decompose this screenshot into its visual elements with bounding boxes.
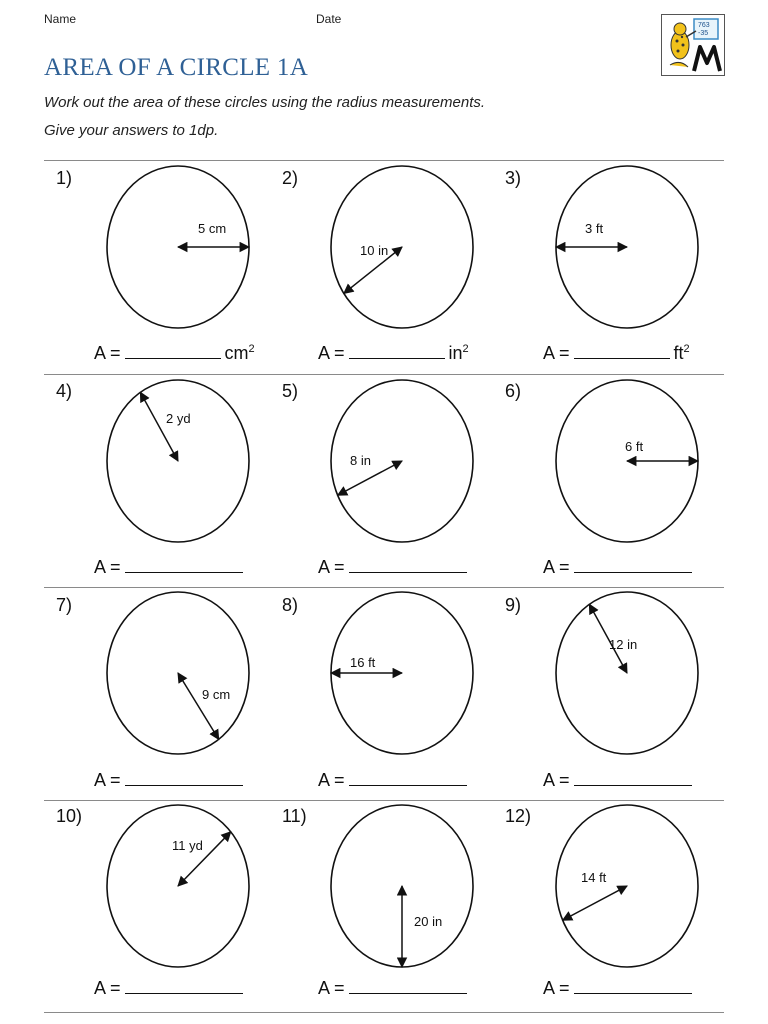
radius-label-2: 10 in — [360, 243, 389, 258]
answer-line-3 — [543, 342, 690, 364]
answer-prefix: A = — [543, 557, 570, 577]
answer-prefix: A = — [318, 557, 345, 577]
answer-blank-6[interactable] — [574, 556, 692, 573]
answer-blank-5[interactable] — [349, 556, 467, 573]
answer-line-11 — [318, 977, 471, 999]
radius-label-8: 16 ft — [350, 655, 376, 670]
answer-line-12 — [543, 977, 696, 999]
answer-prefix: A = — [543, 343, 570, 363]
answer-line-10 — [94, 977, 247, 999]
problem-number-12: 12) — [505, 806, 532, 826]
radius-label-1: 5 cm — [198, 221, 227, 236]
answer-blank-1[interactable] — [125, 342, 221, 359]
answer-blank-10[interactable] — [125, 977, 243, 994]
problem-number-1: 1) — [56, 168, 73, 188]
radius-arrow-12 — [563, 886, 627, 920]
answer-prefix: A = — [94, 770, 121, 790]
problem-number-2: 2) — [282, 168, 299, 188]
answer-blank-3[interactable] — [574, 342, 670, 359]
answer-line-1 — [94, 342, 255, 364]
answer-blank-2[interactable] — [349, 342, 445, 359]
instruction-line-2: Give your answers to 1dp. — [44, 122, 219, 139]
radius-arrow-4 — [140, 392, 178, 461]
radius-arrow-7 — [178, 673, 219, 739]
answer-line-5 — [318, 556, 471, 578]
answer-prefix: A = — [94, 557, 121, 577]
radius-label-3: 3 ft — [585, 221, 604, 236]
instruction-line-1: Work out the area of these circles using the radius measurements. — [44, 94, 486, 111]
answer-blank-11[interactable] — [349, 977, 467, 994]
radius-label-4: 2 yd — [166, 411, 191, 426]
problem-number-8: 8) — [282, 595, 299, 615]
logo-text-top: 763 — [698, 22, 710, 29]
radius-label-6: 6 ft — [625, 439, 644, 454]
problem-number-3: 3) — [505, 168, 522, 188]
answer-line-6 — [543, 556, 696, 578]
radius-label-7: 9 cm — [202, 687, 231, 702]
radius-label-12: 14 ft — [581, 870, 607, 885]
answer-line-8 — [318, 769, 471, 791]
radius-label-10: 11 yd — [172, 838, 203, 853]
answer-prefix: A = — [543, 978, 570, 998]
answer-unit-exponent: 2 — [462, 343, 469, 355]
radius-label-9: 12 in — [609, 637, 638, 652]
problem-number-11: 11) — [282, 806, 307, 826]
answer-unit: ft — [673, 343, 684, 363]
answer-blank-4[interactable] — [125, 556, 243, 573]
answer-line-2 — [318, 342, 469, 364]
answer-line-7 — [94, 769, 247, 791]
answer-prefix: A = — [94, 343, 121, 363]
answer-prefix: A = — [94, 978, 121, 998]
logo-text-bottom: -35 — [698, 30, 709, 37]
radius-label-5: 8 in — [350, 453, 371, 468]
answer-prefix: A = — [318, 343, 345, 363]
problem-number-5: 5) — [282, 381, 299, 401]
answer-prefix: A = — [543, 770, 570, 790]
date-label: Date — [316, 12, 342, 26]
page-title: AREA OF A CIRCLE 1A — [44, 54, 309, 81]
answer-prefix: A = — [318, 770, 345, 790]
problem-number-4: 4) — [56, 381, 73, 401]
name-label: Name — [44, 12, 77, 26]
answer-blank-7[interactable] — [125, 769, 243, 786]
answer-unit-exponent: 2 — [248, 343, 255, 355]
answer-line-4 — [94, 556, 247, 578]
answer-unit: cm — [224, 343, 249, 363]
answer-prefix: A = — [318, 978, 345, 998]
answer-unit-exponent: 2 — [683, 343, 690, 355]
answer-blank-9[interactable] — [574, 769, 692, 786]
answer-unit: in — [448, 343, 463, 363]
radius-label-11: 20 in — [414, 914, 443, 929]
problem-number-6: 6) — [505, 381, 522, 401]
answer-blank-8[interactable] — [349, 769, 467, 786]
problem-number-7: 7) — [56, 595, 73, 615]
answer-line-9 — [543, 769, 696, 791]
problem-number-10: 10) — [56, 806, 83, 826]
answer-blank-12[interactable] — [574, 977, 692, 994]
problem-number-9: 9) — [505, 595, 522, 615]
